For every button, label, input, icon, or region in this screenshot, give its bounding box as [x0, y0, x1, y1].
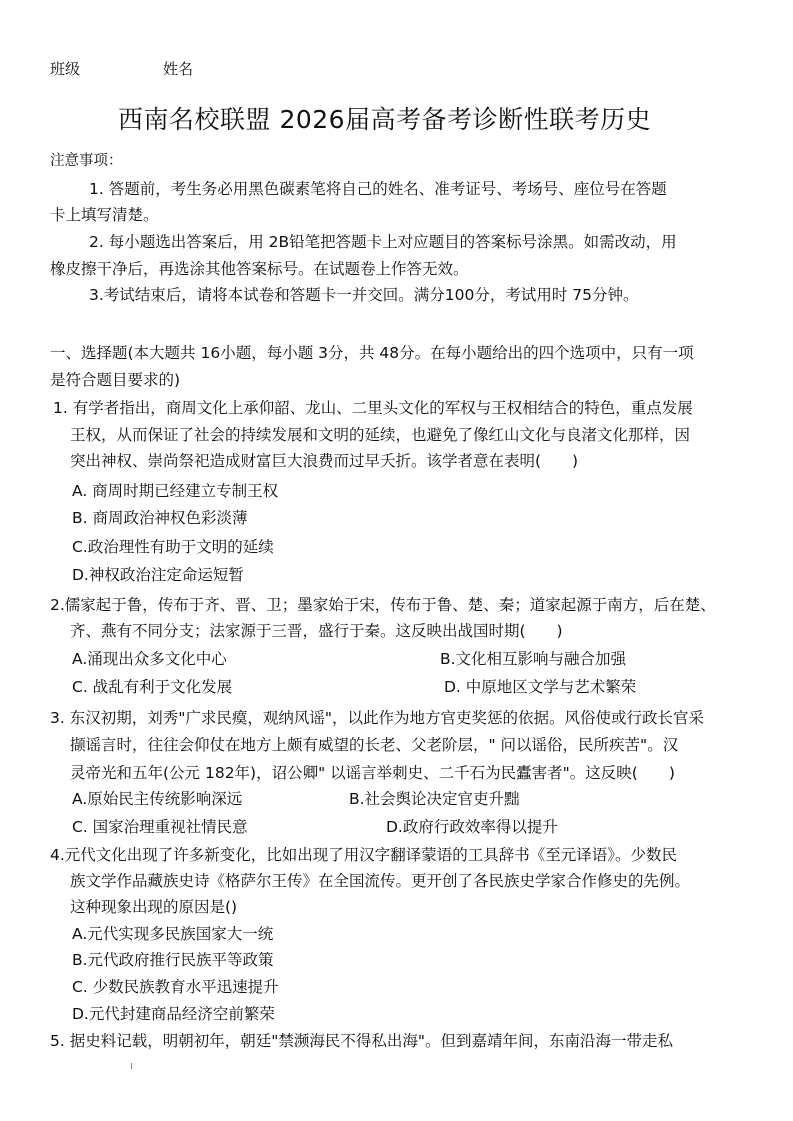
question-3-line-3: 灵帝光和五年(公元 182年)，诏公卿" 以谣言举刺史、二千石为民蠹害者"。这反映( ) — [70, 764, 675, 782]
class-label: 班级 — [50, 60, 81, 78]
question-1-option-a: A. 商周时期已经建立专制王权 — [72, 482, 279, 500]
notice-item-3: 3.考试结束后，请将本试卷和答题卡一并交回。满分100分，考试用时 75分钟。 — [89, 286, 639, 304]
question-3-option-b: B.社会舆论决定官吏升黜 — [349, 790, 520, 808]
question-2-option-c: C. 战乱有利于文化发展 — [72, 678, 233, 696]
question-1-line-1: 1. 有学者指出，商周文化上承仰韶、龙山、二里头文化的军权与王权相结合的特色，重点发展 — [53, 399, 693, 417]
question-1-option-d: D.神权政治注定命运短暂 — [72, 566, 244, 584]
question-2-option-b: B.文化相互影响与融合加强 — [440, 650, 627, 668]
question-3-option-d: D.政府行政效率得以提升 — [386, 818, 558, 836]
question-5-line-1: 5. 据史料记载，明朝初年，朝廷"禁濒海民不得私出海"。但到嘉靖年间，东南沿海一带走私 — [50, 1032, 673, 1050]
section-line-2: 是符合题目要求的) — [50, 371, 181, 389]
question-2-line-1: 2.儒家起于鲁，传布于齐、晋、卫；墨家始于宋，传布于鲁、楚、秦；道家起源于南方，后在楚、 — [50, 596, 716, 614]
page-title: 西南名校联盟 2026届高考备考诊断性联考历史 — [118, 105, 652, 134]
question-1-line-2: 王权，从而保证了社会的持续发展和文明的延续，也避免了像红山文化与良渚文化那样，因 — [70, 426, 691, 444]
question-2-option-a: A.涌现出众多文化中心 — [72, 650, 227, 668]
question-2-line-2: 齐、燕有不同分支；法家源于三晋，盛行于秦。这反映出战国时期( ) — [70, 622, 563, 640]
question-3-line-2: 撷谣言时，往往会仰仗在地方上颇有威望的长老、父老阶层，" 问以谣俗，民所疾苦"。汉 — [70, 736, 679, 754]
question-1-option-c: C.政治理性有助于文明的延续 — [72, 538, 274, 556]
question-4-line-2: 族文学作品藏族史诗《格萨尔王传》在全国流传。更开创了各民族史学家合作修史的先例。 — [70, 872, 691, 890]
notice-heading: 注意事项： — [50, 153, 123, 169]
question-4-option-d: D.元代封建商品经济空前繁荣 — [72, 1005, 275, 1023]
question-3-line-1: 3. 东汉初期，刘秀"广求民瘼，观纳风谣"，以此作为地方官吏奖惩的依据。风俗使或行政长官采 — [50, 709, 704, 727]
question-1-option-b: B. 商周政治神权色彩淡薄 — [72, 509, 248, 527]
question-3-option-c: C. 国家治理重视社情民意 — [72, 818, 248, 836]
question-4-line-1: 4.元代文化出现了许多新变化，比如出现了用汉字翻译蒙语的工具辞书《至元译语》。少数民 — [50, 846, 678, 864]
question-4-option-a: A.元代实现多民族国家大一统 — [72, 925, 274, 943]
question-3-option-a: A.原始民主传统影响深远 — [72, 790, 243, 808]
page-mark — [131, 1063, 132, 1069]
section-line-1: 一、选择题(本大题共 16小题，每小题 3分，共 48分。在每小题给出的四个选项中，只有一项 — [50, 344, 694, 362]
question-4-line-3: 这种现象出现的原因是() — [70, 898, 238, 916]
question-4-option-b: B.元代政府推行民族平等政策 — [72, 951, 274, 969]
notice-item-2: 2. 每小题选出答案后，用 2B铅笔把答题卡上对应题目的答案标号涂黑。如需改动，用 — [89, 233, 677, 251]
question-1-line-3: 突出神权、崇尚祭祀造成财富巨大浪费而过早夭折。该学者意在表明( ) — [70, 452, 579, 470]
question-2-option-d: D. 中原地区文学与艺术繁荣 — [444, 678, 637, 696]
question-4-option-c: C. 少数民族教育水平迅速提升 — [72, 978, 279, 996]
notice-item-1-cont: 卡上填写清楚。 — [50, 206, 159, 224]
notice-item-2-cont: 橡皮擦干净后，再选涂其他答案标号。在试题卷上作答无效。 — [50, 260, 469, 278]
name-label: 姓名 — [163, 60, 194, 78]
notice-item-1: 1. 答题前，考生务必用黑色碳素笔将自己的姓名、准考证号、考场号、座位号在答题 — [89, 180, 667, 198]
